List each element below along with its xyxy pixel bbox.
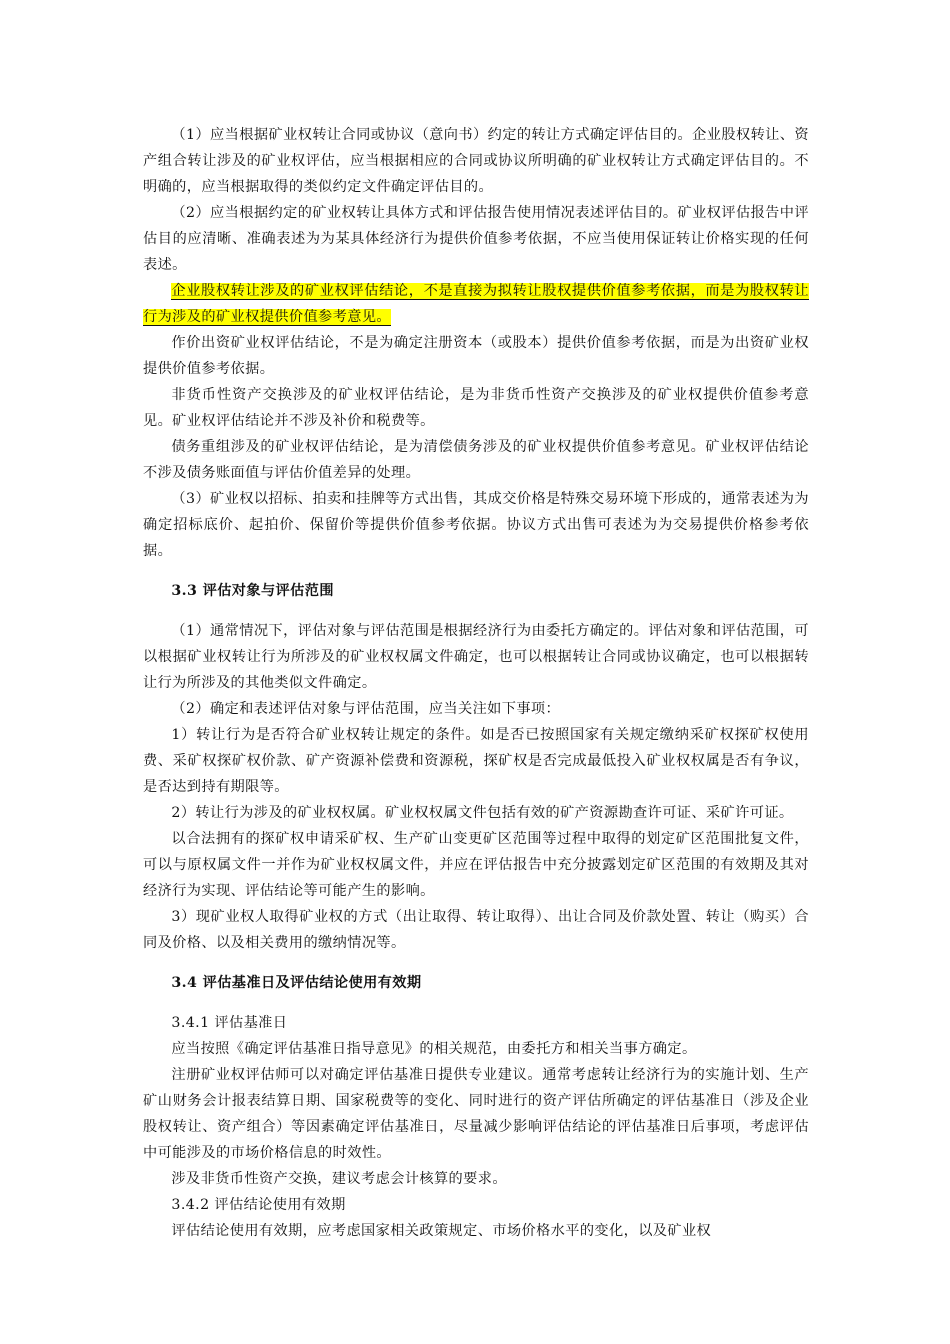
paragraph: 3）现矿业权人取得矿业权的方式（出让取得、转让取得）、出让合同及价款处置、转让（购买）合同及价格、以及相关费用的缴纳情况等。 [143,909,809,951]
paragraph: 2）转让行为涉及的矿业权权属。矿业权权属文件包括有效的矿产资源勘查许可证、采矿许可证。 [171,805,794,821]
paragraph: 评估结论使用有效期，应考虑国家相关政策规定、市场价格水平的变化，以及矿业权 [171,1223,712,1239]
paragraph: （2）确定和表述评估对象与评估范围，应当关注如下事项： [171,701,561,717]
paragraph: 债务重组涉及的矿业权评估结论，是为清偿债务涉及的矿业权提供价值参考意见。矿业权评估结论不涉及债务账面值与评估价值差异的处理。 [143,439,809,481]
paragraph: 1）转让行为是否符合矿业权转让规定的条件。如是否已按照国家有关规定缴纳采矿权探矿权使用费、采矿权探矿权价款、矿产资源补偿费和资源税，探矿权是否完成最低投入矿业权权属是否有争议，是否达到持有期限等。 [143,727,809,795]
paragraph: 涉及非货币性资产交换，建议考虑会计核算的要求。 [171,1171,507,1187]
paragraph: （2）应当根据约定的矿业权转让具体方式和评估报告使用情况表述评估目的。矿业权评估报告中评估目的应清晰、准确表述为为某具体经济行为提供价值参考依据，不应当使用保证转让价格实现的任何表述。 [143,205,809,273]
section-heading-3-3: 3.3 评估对象与评估范围 [171,583,334,599]
paragraph: （3）矿业权以招标、拍卖和挂牌等方式出售，其成交价格是特殊交易环境下形成的，通常表述为为确定招标底价、起拍价、保留价等提供价值参考依据。协议方式出售可表述为为交易提供价格参考依据。 [143,491,809,559]
section-heading-3-4: 3.4 评估基准日及评估结论使用有效期 [171,975,422,991]
paragraph: 以合法拥有的探矿权申请采矿权、生产矿山变更矿区范围等过程中取得的划定矿区范围批复文件，可以与原权属文件一并作为矿业权权属文件，并应在评估报告中充分披露划定矿区范围的有效期及其对经济行为实现、评估结论等可能产生的影响。 [143,831,809,899]
document-page [143,122,809,1244]
paragraph: 非货币性资产交换涉及的矿业权评估结论，是为非货币性资产交换涉及的矿业权提供价值参考意见。矿业权评估结论并不涉及补价和税费等。 [143,387,809,429]
subsection-heading-3-4-2: 3.4.2 评估结论使用有效期 [171,1197,346,1213]
paragraph: 应当按照《确定评估基准日指导意见》的相关规范，由委托方和相关当事方确定。 [171,1041,697,1057]
paragraph: （1）应当根据矿业权转让合同或协议（意向书）约定的转让方式确定评估目的。企业股权转让、资产组合转让涉及的矿业权评估，应当根据相应的合同或协议所明确的矿业权转让方式确定评估目的。不明确的，应当根据取得的类似约定文件确定评估目的。 [143,127,809,195]
highlighted-paragraph [143,278,809,330]
paragraph: 作价出资矿业权评估结论，不是为确定注册资本（或股本）提供价值参考依据，而是为出资矿业权提供价值参考依据。 [143,335,809,377]
paragraph: 注册矿业权评估师可以对确定评估基准日提供专业建议。通常考虑转让经济行为的实施计划、生产矿山财务会计报表结算日期、国家税费等的变化、同时进行的资产评估所确定的评估基准日（涉及企业股权转让、资产组合）等因素确定评估基准日，尽量减少影响评估结论的评估基准日后事项，考虑评估中可能涉及的市场价格信息的时效性。 [143,1067,809,1161]
subsection-heading-3-4-1: 3.4.1 评估基准日 [171,1015,288,1031]
paragraph: （1）通常情况下，评估对象与评估范围是根据经济行为由委托方确定的。评估对象和评估范围，可以根据矿业权转让行为所涉及的矿业权权属文件确定，也可以根据转让合同或协议确定，也可以根据转让行为所涉及的其他类似文件确定。 [143,623,809,691]
highlight-text: 企业股权转让涉及的矿业权评估结论，不是直接为拟转让股权提供价值参考依据，而是为股权转让行为涉及的矿业权提供价值参考意见。 [143,283,809,325]
